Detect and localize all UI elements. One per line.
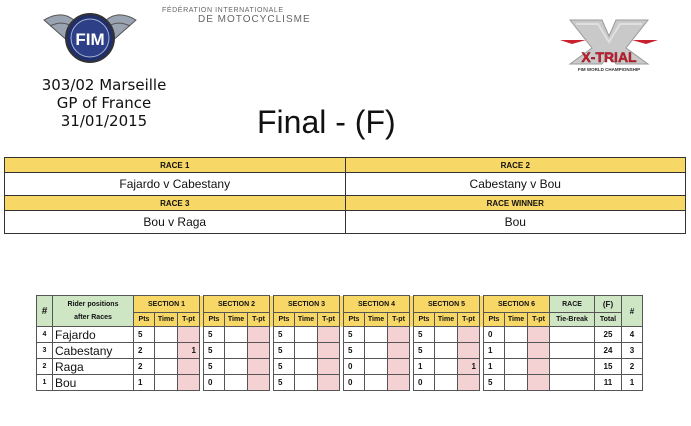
section-4-header: SECTION 4 [344, 296, 410, 313]
rider-total: 25 [595, 327, 622, 343]
section-4-points: 0 [344, 375, 365, 391]
section-3-points: 5 [274, 359, 295, 375]
race2-label: RACE 2 [345, 158, 686, 173]
section-6-time [505, 327, 528, 343]
rider-positions-header [53, 296, 134, 327]
section-1-points: 2 [134, 359, 155, 375]
section-6-header: SECTION 6 [484, 296, 550, 313]
rider-total: 24 [595, 343, 622, 359]
race-tiebreak [550, 343, 595, 359]
f-header: (F) [595, 296, 622, 313]
rider-rank: 3 [622, 343, 643, 359]
event-venue: 303/02 Marseille [41, 76, 167, 94]
section-1-time [155, 327, 178, 343]
section-3-time [295, 327, 318, 343]
section-3-tpt [318, 359, 340, 375]
section-2-points: 5 [204, 359, 225, 375]
table-row [37, 343, 643, 359]
race-tiebreak [550, 327, 595, 343]
race1-value: Fajardo v Cabestany [5, 173, 346, 196]
after-races-label: after Races [74, 314, 112, 321]
section-3-tpt [318, 343, 340, 359]
section-5-time [435, 359, 458, 375]
rider-rank: 2 [622, 359, 643, 375]
section-6-points: 1 [484, 359, 505, 375]
time-header: Time [505, 313, 528, 327]
section-6-points: 5 [484, 375, 505, 391]
section-2-tpt [248, 359, 270, 375]
section-5-tpt [458, 343, 480, 359]
section-1-time [155, 375, 178, 391]
time-header: Time [435, 313, 458, 327]
time-header: Time [295, 313, 318, 327]
rider-rank: 1 [622, 375, 643, 391]
section-6-time [505, 359, 528, 375]
section-2-points: 5 [204, 343, 225, 359]
section-3-time [295, 343, 318, 359]
rider-total: 15 [595, 359, 622, 375]
section-6-tpt [528, 359, 550, 375]
time-header: Time [365, 313, 388, 327]
section-1-points: 2 [134, 343, 155, 359]
tpt-header: T-pt [528, 313, 550, 327]
time-header: Time [155, 313, 178, 327]
section-5-time [435, 327, 458, 343]
tpt-header: T-pt [178, 313, 200, 327]
section-5-points: 5 [414, 343, 435, 359]
section-3-points: 5 [274, 327, 295, 343]
section-1-tpt [178, 359, 200, 375]
section-2-header: SECTION 2 [204, 296, 270, 313]
hash-header: # [37, 296, 53, 327]
section-2-points: 5 [204, 327, 225, 343]
result-rows [37, 327, 643, 391]
section-1-points: 5 [134, 327, 155, 343]
rank-hash-header: # [622, 296, 643, 327]
section-5-tpt [458, 327, 480, 343]
section-5-time [435, 343, 458, 359]
section-5-points: 1 [414, 359, 435, 375]
rider-name: Cabestany [53, 343, 134, 359]
section-5-points: 5 [414, 327, 435, 343]
section-4-points: 5 [344, 343, 365, 359]
section-2-tpt [248, 343, 270, 359]
race-winner-value: Bou [345, 211, 686, 234]
xtrial-logo-sub: FIM WORLD CHAMPIONSHIP [577, 67, 641, 72]
rider-positions-label: Rider positions [67, 301, 119, 308]
rider-rank: 4 [622, 327, 643, 343]
section-5-points: 0 [414, 375, 435, 391]
section-1-header: SECTION 1 [134, 296, 200, 313]
fim-logo [42, 6, 138, 68]
section-5-time [435, 375, 458, 391]
section-3-points: 5 [274, 375, 295, 391]
pts-header: Pts [134, 313, 155, 327]
section-5-tpt: 1 [458, 359, 480, 375]
section-2-tpt [248, 327, 270, 343]
race3-label: RACE 3 [5, 196, 346, 211]
section-1-tpt: 1 [178, 343, 200, 359]
fim-logo-text: FIM [75, 30, 105, 49]
total-header: Total [595, 313, 622, 327]
section-6-tpt [528, 327, 550, 343]
pts-header: Pts [274, 313, 295, 327]
section-6-tpt [528, 343, 550, 359]
pts-header: Pts [414, 313, 435, 327]
section-4-time [365, 375, 388, 391]
race3-value: Bou v Raga [5, 211, 346, 234]
fim-line-1: FÉDÉRATION INTERNATIONALE [162, 7, 284, 14]
table-row [37, 327, 643, 343]
tpt-header: T-pt [388, 313, 410, 327]
section-6-points: 1 [484, 343, 505, 359]
section-2-tpt [248, 375, 270, 391]
tpt-header: T-pt [318, 313, 340, 327]
section-1-time [155, 343, 178, 359]
rider-position: 1 [37, 375, 53, 391]
section-1-tpt [178, 327, 200, 343]
section-1-time [155, 359, 178, 375]
pts-header: Pts [484, 313, 505, 327]
section-1-tpt [178, 375, 200, 391]
table-row [37, 359, 643, 375]
tiebreak-header: Tie-Break [550, 313, 595, 327]
section-2-time [225, 327, 248, 343]
race-grid [4, 157, 686, 234]
fim-line-2: DE MOTOCYCLISME [198, 14, 311, 25]
race2-value: Cabestany v Bou [345, 173, 686, 196]
section-4-tpt [388, 375, 410, 391]
section-3-time [295, 375, 318, 391]
section-3-time [295, 359, 318, 375]
xtrial-logo [556, 14, 662, 80]
section-4-tpt [388, 359, 410, 375]
section-6-time [505, 375, 528, 391]
section-4-tpt [388, 343, 410, 359]
section-5-tpt [458, 375, 480, 391]
xtrial-logo-text: X-TRIAL [581, 49, 637, 65]
rider-name: Raga [53, 359, 134, 375]
rider-name: Fajardo [53, 327, 134, 343]
race-header: RACE [550, 296, 595, 313]
section-6-tpt [528, 375, 550, 391]
race-winner-label: RACE WINNER [345, 196, 686, 211]
tpt-header: T-pt [248, 313, 270, 327]
event-gp: GP of France [56, 94, 152, 112]
section-5-header: SECTION 5 [414, 296, 480, 313]
section-3-points: 5 [274, 343, 295, 359]
section-1-points: 1 [134, 375, 155, 391]
section-4-time [365, 359, 388, 375]
section-6-time [505, 343, 528, 359]
section-4-tpt [388, 327, 410, 343]
section-2-time [225, 359, 248, 375]
table-row [37, 375, 643, 391]
fim-federation-text [162, 6, 311, 24]
rider-position: 4 [37, 327, 53, 343]
rider-position: 3 [37, 343, 53, 359]
rider-name: Bou [53, 375, 134, 391]
section-2-time [225, 343, 248, 359]
section-2-points: 0 [204, 375, 225, 391]
race-tiebreak [550, 359, 595, 375]
race-tiebreak [550, 375, 595, 391]
rider-total: 11 [595, 375, 622, 391]
event-info [28, 76, 180, 130]
section-4-time [365, 343, 388, 359]
rider-position: 2 [37, 359, 53, 375]
tpt-header: T-pt [458, 313, 480, 327]
section-3-tpt [318, 327, 340, 343]
page-title: Final - (F) [257, 104, 396, 140]
section-6-points: 0 [484, 327, 505, 343]
event-date: 31/01/2015 [60, 112, 148, 130]
pts-header: Pts [344, 313, 365, 327]
section-2-time [225, 375, 248, 391]
section-4-time [365, 327, 388, 343]
time-header: Time [225, 313, 248, 327]
race1-label: RACE 1 [5, 158, 346, 173]
section-4-points: 5 [344, 327, 365, 343]
results-table [36, 295, 643, 391]
pts-header: Pts [204, 313, 225, 327]
section-4-points: 0 [344, 359, 365, 375]
section-3-tpt [318, 375, 340, 391]
section-3-header: SECTION 3 [274, 296, 340, 313]
